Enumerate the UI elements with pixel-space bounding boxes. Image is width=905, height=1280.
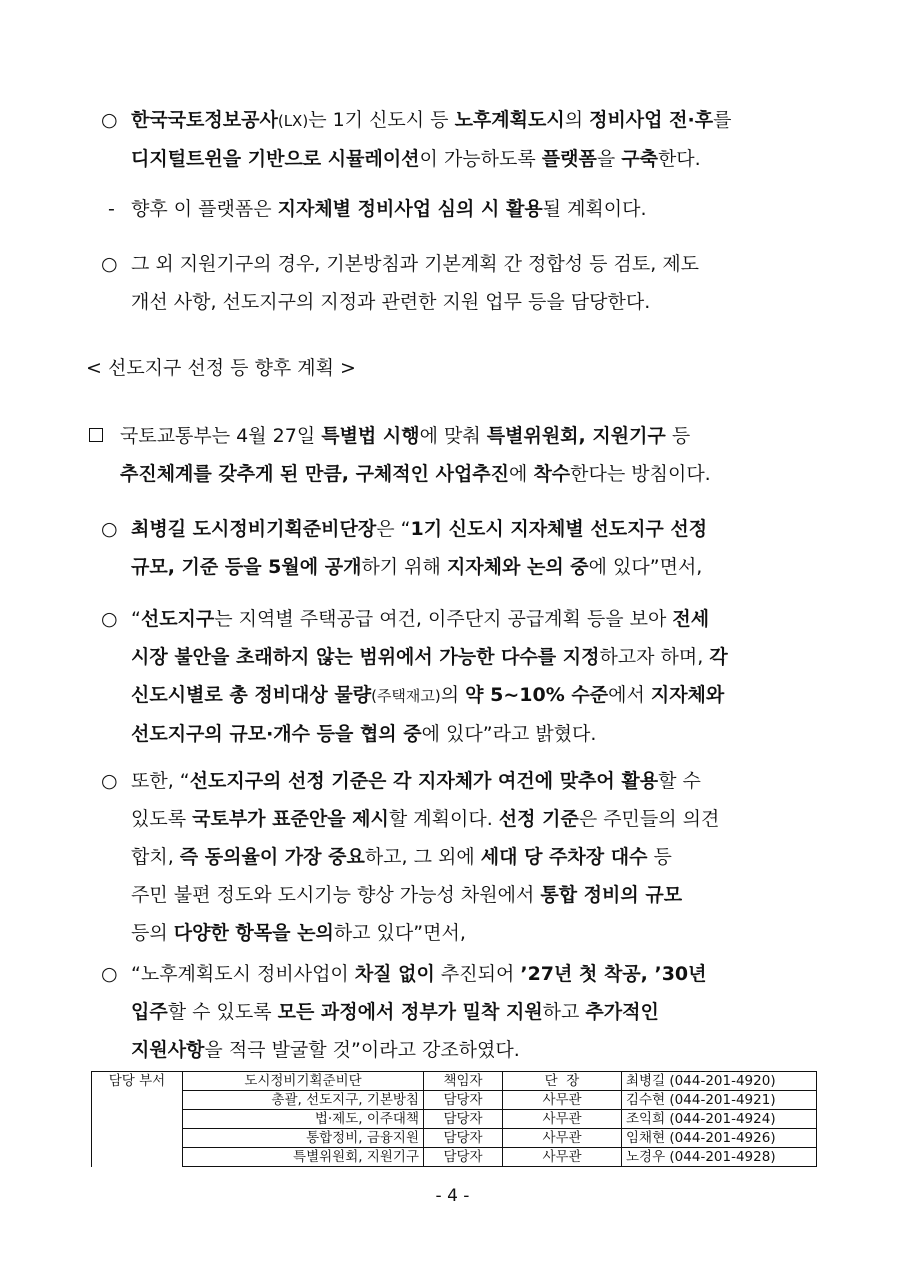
paragraph-line: 선도지구의 규모·개수 등을 협의 중에 있다”라고 밝혔다. xyxy=(131,723,597,745)
role-cell: 책임자 xyxy=(424,1072,503,1091)
title-cell: 사무관 xyxy=(503,1129,622,1148)
paragraph-final xyxy=(131,955,817,1069)
bullet-circle: ○ xyxy=(101,963,118,985)
division-cell: 도시정비기획준비단 xyxy=(183,1072,424,1091)
paragraph-line: 시장 불안을 초래하지 않는 범위에서 가능한 다수를 지정하고자 하며, 각 xyxy=(131,646,728,668)
paragraph-plan-cont xyxy=(120,455,711,493)
paragraph-line: 최병길 도시정비기획준비단장은 “1기 신도시 지자체별 선도지구 선정 xyxy=(131,518,708,540)
name-phone-cell: 임채현 (044-201-4926) xyxy=(622,1129,817,1148)
paragraph-line: 디지털트윈을 기반으로 시뮬레이션이 가능하도록 플랫폼을 구축한다. xyxy=(131,148,701,170)
title-cell: 단 장 xyxy=(503,1072,622,1091)
paragraph-line: 등의 다양한 항목을 논의하고 있다”면서, xyxy=(131,922,466,944)
paragraph-line: 향후 이 플랫폼은 지자체별 정비사업 심의 시 활용될 계획이다. xyxy=(131,198,647,220)
paragraph-criteria xyxy=(131,762,817,952)
paragraph-line: 지원사항을 적극 발굴할 것”이라고 강조하였다. xyxy=(131,1039,520,1061)
division-cell: 총괄, 선도지구, 기본방침 xyxy=(183,1091,424,1110)
table-row xyxy=(92,1129,817,1148)
paragraph-line: 또한, “선도지구의 선정 기준은 각 지자체가 여건에 맞추어 활용할 수 xyxy=(131,770,701,792)
table-row xyxy=(92,1148,817,1167)
paragraph-line: 국토교통부는 4월 27일 특별법 시행에 맞춰 특별위원회, 지원기구 등 xyxy=(120,425,691,447)
paragraph-choi xyxy=(131,510,817,586)
role-cell: 담당자 xyxy=(424,1148,503,1167)
bullet-circle: ○ xyxy=(101,253,118,275)
dept-label: 담당 부서 xyxy=(92,1072,183,1167)
title-cell: 사무관 xyxy=(503,1148,622,1167)
page-number: - 4 - xyxy=(435,1186,470,1206)
paragraph-line: 규모, 기준 등을 5월에 공개하기 위해 지자체와 논의 중에 있다”면서, xyxy=(131,556,703,578)
role-cell: 담당자 xyxy=(424,1091,503,1110)
table-row xyxy=(92,1072,817,1091)
name-phone-cell: 노경우 (044-201-4928) xyxy=(622,1148,817,1167)
paragraph-line: 신도시별로 총 정비대상 물량(주택재고)의 약 5~10% 수준에서 지자체와 xyxy=(131,684,725,706)
paragraph-line: 개선 사항, 선도지구의 지정과 관련한 지원 업무 등을 담당한다. xyxy=(131,291,651,313)
paragraph-line: 주민 불편 정도와 도시기능 향상 가능성 차원에서 통합 정비의 규모 xyxy=(131,884,683,906)
bullet-circle: ○ xyxy=(101,109,118,131)
paragraph-line: 있도록 국토부가 표준안을 제시할 계획이다. 선정 기준은 주민들의 의견 xyxy=(131,808,720,830)
paragraph-plan xyxy=(120,417,817,455)
role-cell: 담당자 xyxy=(424,1110,503,1129)
paragraph-lx-sub xyxy=(131,190,647,228)
bullet-circle: ○ xyxy=(101,608,118,630)
name-phone-cell: 최병길 (044-201-4920) xyxy=(622,1072,817,1091)
title-cell: 사무관 xyxy=(503,1091,622,1110)
paragraph-line: “노후계획도시 정비사업이 차질 없이 추진되어 ’27년 첫 착공, ’30년 xyxy=(131,963,707,985)
paragraph-line: 한국국토정보공사(LX)는 1기 신도시 등 노후계획도시의 정비사업 전·후를 xyxy=(131,109,732,131)
paragraph-line: “선도지구는 지역별 주택공급 여건, 이주단지 공급계획 등을 보아 전세 xyxy=(131,608,710,630)
division-cell: 통합정비, 금융지원 xyxy=(183,1129,424,1148)
checkbox-square-icon xyxy=(89,428,103,442)
paragraph-line: 합치, 즉 동의율이 가장 중요하고, 그 외에 세대 당 주차장 대수 등 xyxy=(131,846,672,868)
bullet-circle: ○ xyxy=(101,770,118,792)
paragraph-line: 추진체계를 갖추게 된 만큼, 구체적인 사업추진에 착수한다는 방침이다. xyxy=(120,463,711,485)
division-cell: 법·제도, 이주대책 xyxy=(183,1110,424,1129)
role-cell: 담당자 xyxy=(424,1129,503,1148)
paragraph-lx xyxy=(131,101,817,178)
table-row xyxy=(92,1091,817,1110)
table-row xyxy=(92,1110,817,1129)
paragraph-line: 그 외 지원기구의 경우, 기본방침과 기본계획 간 정합성 등 검토, 제도 xyxy=(131,253,700,275)
bullet-dash: - xyxy=(108,198,115,220)
paragraph-support xyxy=(131,245,817,321)
contacts-table xyxy=(91,1071,817,1167)
paragraph-quote1 xyxy=(131,600,817,753)
bullet-circle: ○ xyxy=(101,518,118,540)
title-cell: 사무관 xyxy=(503,1110,622,1129)
name-phone-cell: 김수현 (044-201-4921) xyxy=(622,1091,817,1110)
section-heading: < 선도지구 선정 등 향후 계획 > xyxy=(86,357,356,379)
paragraph-line: 입주할 수 있도록 모든 과정에서 정부가 밀착 지원하고 추가적인 xyxy=(131,1001,659,1023)
name-phone-cell: 조익희 (044-201-4924) xyxy=(622,1110,817,1129)
division-cell: 특별위원회, 지원기구 xyxy=(183,1148,424,1167)
